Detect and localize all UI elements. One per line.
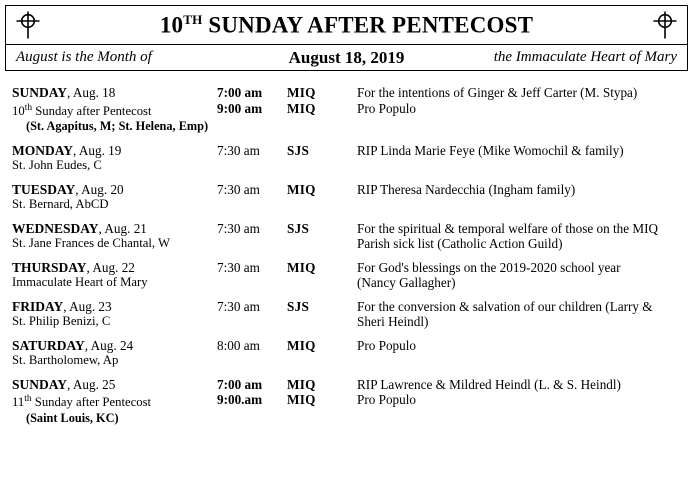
mass-location: MIQ [287, 100, 316, 116]
day-name: THURSDAY [12, 259, 87, 275]
header-title-row [6, 6, 687, 44]
mass-time: 7:00 am [217, 85, 263, 100]
feast-name: St. Philip Benizi, C [12, 314, 111, 329]
feast-ordinal: th [24, 102, 33, 113]
feast-pre: 11 [12, 395, 25, 410]
month-devotion-name: the Immaculate Heart of Mary [493, 49, 677, 65]
mass-location: MIQ [287, 376, 316, 392]
header-subtitle-row [6, 44, 687, 71]
feast-note: (St. Agapitus, M; St. Helena, Emp) [26, 119, 209, 134]
mass-location: SJS [287, 142, 310, 158]
feast-name: Immaculate Heart of Mary [12, 275, 148, 290]
intention-cell [357, 85, 683, 135]
mass-time: 7:30 am [217, 181, 260, 197]
header-banner [5, 5, 688, 71]
location-cell [287, 369, 357, 427]
mass-intention: RIP Theresa Nardecchia (Ingham family) [357, 181, 576, 197]
mass-intention: For the spiritual & temporal welfare of those on the MIQ [357, 220, 659, 236]
mass-location: SJS [287, 298, 310, 314]
feast-note: (Saint Louis, KC) [26, 410, 119, 425]
feast-post: Sunday after Pentecost [31, 395, 152, 410]
mass-time: 7:30 am [217, 220, 260, 236]
day-cell [12, 213, 217, 252]
mass-intention: For the intentions of Ginger & Jeff Carter (M. Stypa) [357, 85, 638, 100]
feast-ordinal: th [24, 394, 32, 405]
time-cell [217, 174, 287, 213]
mass-time: 7:30 am [217, 142, 260, 158]
table-row [12, 213, 683, 252]
page-title-number: 10 [159, 12, 184, 38]
day-name: SUNDAY [12, 376, 68, 392]
location-cell [287, 85, 357, 135]
feast-pre: 10 [12, 103, 25, 118]
page-title-ordinal-suffix: TH [183, 11, 203, 27]
time-cell [217, 330, 287, 369]
location-cell [287, 330, 357, 369]
mass-intention: Pro Populo [357, 337, 416, 353]
mass-time: 7:00 am [217, 376, 263, 392]
mass-intention: Pro Populo [357, 392, 416, 408]
feast-name: St. Bernard, AbCD [12, 197, 109, 212]
page-title-rest: SUNDAY AFTER PENTECOST [202, 12, 534, 38]
bulletin-page [0, 5, 693, 498]
mass-location: MIQ [287, 337, 316, 353]
table-row [12, 330, 683, 369]
page-title [160, 12, 533, 39]
table-row [12, 369, 683, 427]
intention-cell [357, 213, 683, 252]
mass-schedule-table [12, 85, 683, 426]
day-date: , Aug. 25 [67, 376, 116, 392]
table-row [12, 174, 683, 213]
mass-intention: Pro Populo [357, 100, 416, 116]
day-name: SATURDAY [12, 337, 85, 353]
time-cell [217, 213, 287, 252]
feast-name: St. Jane Frances de Chantal, W [12, 236, 170, 251]
day-date: , Aug. 22 [86, 259, 135, 275]
day-cell [12, 291, 217, 330]
bulletin-date: August 18, 2019 [288, 47, 405, 67]
day-date: , Aug. 18 [67, 85, 116, 100]
mass-location: MIQ [287, 392, 316, 408]
feast-name: St. John Eudes, C [12, 158, 102, 173]
time-cell [217, 135, 287, 174]
month-devotion-prefix: August is the Month of [16, 49, 152, 65]
day-date: , Aug. 21 [98, 220, 147, 236]
table-row [12, 85, 683, 135]
mass-location: MIQ [287, 85, 316, 100]
day-cell [12, 252, 217, 291]
day-cell [12, 369, 217, 427]
table-row [12, 252, 683, 291]
mass-intention: For God's blessings on the 2019-2020 school year [357, 259, 621, 275]
mass-time: 9:00 am [217, 100, 263, 116]
mass-intention: Parish sick list (Catholic Action Guild) [357, 236, 563, 252]
intention-cell [357, 252, 683, 291]
day-name: TUESDAY [12, 181, 76, 197]
table-row [12, 135, 683, 174]
day-date: , Aug. 20 [75, 181, 124, 197]
mass-time: 8:00 am [217, 337, 260, 353]
intention-cell [357, 135, 683, 174]
mass-intention: RIP Lawrence & Mildred Heindl (L. & S. Heindl) [357, 376, 621, 392]
mass-time: 7:30 am [217, 298, 260, 314]
mass-location: MIQ [287, 181, 316, 197]
table-row [12, 291, 683, 330]
mass-intention: Sheri Heindl) [357, 314, 429, 330]
location-cell [287, 174, 357, 213]
day-cell [12, 85, 217, 135]
day-cell [12, 330, 217, 369]
feast-post: Sunday after Pentecost [32, 103, 152, 118]
intention-cell [357, 330, 683, 369]
intention-cell [357, 174, 683, 213]
feast-name: St. Bartholomew, Ap [12, 353, 119, 368]
mass-time: 7:30 am [217, 259, 260, 275]
mass-time: 9:00.am [217, 392, 263, 408]
location-cell [287, 213, 357, 252]
day-name: WEDNESDAY [12, 220, 99, 236]
time-cell [217, 252, 287, 291]
mass-intention: For the conversion & salvation of our children (Larry & [357, 298, 653, 314]
time-cell [217, 369, 287, 427]
mass-location: SJS [287, 220, 310, 236]
time-cell [217, 85, 287, 135]
day-name: FRIDAY [12, 298, 64, 314]
day-cell [12, 174, 217, 213]
location-cell [287, 135, 357, 174]
day-date: , Aug. 24 [84, 337, 134, 353]
mass-intention: (Nancy Gallagher) [357, 275, 456, 291]
intention-cell [357, 291, 683, 330]
location-cell [287, 291, 357, 330]
intention-cell [357, 369, 683, 427]
mass-location: MIQ [287, 259, 316, 275]
day-cell [12, 135, 217, 174]
day-name: SUNDAY [12, 85, 68, 100]
day-date: , Aug. 19 [73, 142, 122, 158]
location-cell [287, 252, 357, 291]
day-name: MONDAY [12, 142, 74, 158]
time-cell [217, 291, 287, 330]
day-date: , Aug. 23 [63, 298, 112, 314]
mass-intention: RIP Linda Marie Feye (Mike Womochil & family) [357, 142, 624, 158]
